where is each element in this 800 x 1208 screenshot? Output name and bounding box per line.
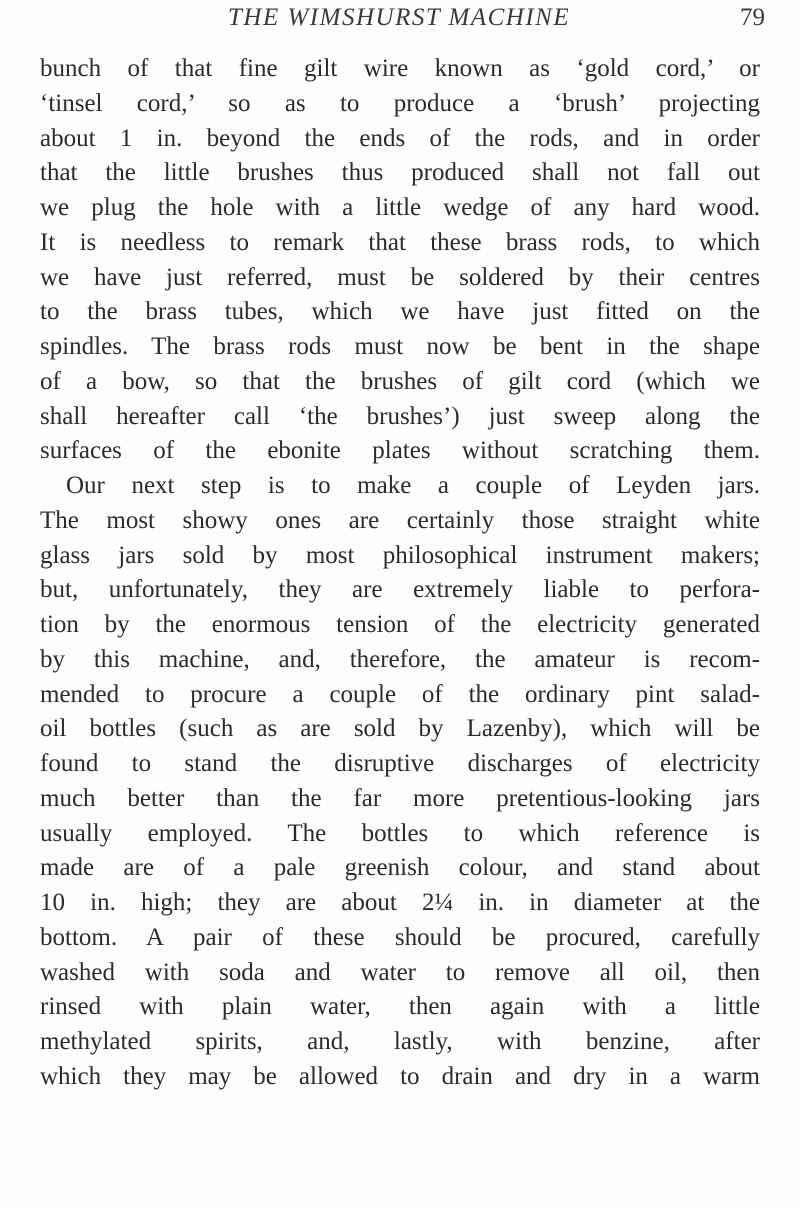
text-line: shall hereafter call ‘the brushes’) just sweep along the	[40, 402, 760, 430]
text-line: made are of a pale greenish colour, and stand about	[40, 854, 760, 882]
page-number: 79	[740, 4, 765, 31]
text-line: tion by the enormous tension of the electricity generated	[40, 611, 760, 638]
text-line: found to stand the disruptive discharges of electricity	[40, 750, 760, 777]
text-line: but, unfortunately, they are extremely liable to perfora-	[40, 576, 760, 604]
text-line: spindles. The brass rods must now be bent in the shape	[40, 333, 760, 360]
text-line: glass jars sold by most philosophical instrument makers;	[40, 541, 760, 569]
text-line: washed with soda and water to remove all oil, then	[40, 958, 760, 986]
text-line: oil bottles (such as are sold by Lazenby), which will be	[40, 715, 760, 743]
text-line: usually employed. The bottles to which reference is	[40, 819, 760, 847]
text-line: we plug the hole with a little wedge of any hard wood.	[40, 194, 760, 221]
text-line: about 1 in. beyond the ends of the rods, and in order	[40, 124, 760, 152]
text-line: rinsed with plain water, then again with a little	[40, 993, 760, 1021]
body-text	[40, 52, 760, 1095]
text-line: of a bow, so that the brushes of gilt cord (which we	[40, 367, 760, 395]
text-line: methylated spirits, and, lastly, with benzine, after	[40, 1028, 760, 1055]
text-line: which they may be allowed to drain and dry in a warm	[40, 1062, 760, 1090]
text-line: to the brass tubes, which we have just fitted on the	[40, 298, 760, 326]
text-line: much better than the far more pretentious-looking jars	[40, 784, 760, 812]
text-line: bottom. A pair of these should be procured, carefully	[40, 923, 760, 951]
text-line: that the little brushes thus produced shall not fall out	[40, 159, 760, 187]
text-line: we have just referred, must be soldered by their centres	[40, 263, 760, 291]
text-line: ‘tinsel cord,’ so as to produce a ‘brush’ projecting	[40, 89, 760, 117]
text-line: 10 in. high; they are about 2¼ in. in diameter at the	[40, 889, 760, 916]
text-line: The most showy ones are certainly those straight white	[40, 506, 760, 534]
text-line: It is needless to remark that these brass rods, to which	[40, 228, 760, 256]
running-title: THE WIMSHURST MACHINE	[228, 4, 571, 31]
text-line: bunch of that fine gilt wire known as ‘gold cord,’ or	[40, 55, 760, 82]
text-line: by this machine, and, therefore, the amateur is recom-	[40, 645, 760, 673]
running-head	[0, 4, 800, 40]
paragraph-first-line: Our next step is to make a couple of Leyden jars.	[66, 472, 760, 499]
text-line: mended to procure a couple of the ordinary pint salad-	[40, 680, 760, 708]
text-line: surfaces of the ebonite plates without scratching them.	[40, 437, 760, 465]
